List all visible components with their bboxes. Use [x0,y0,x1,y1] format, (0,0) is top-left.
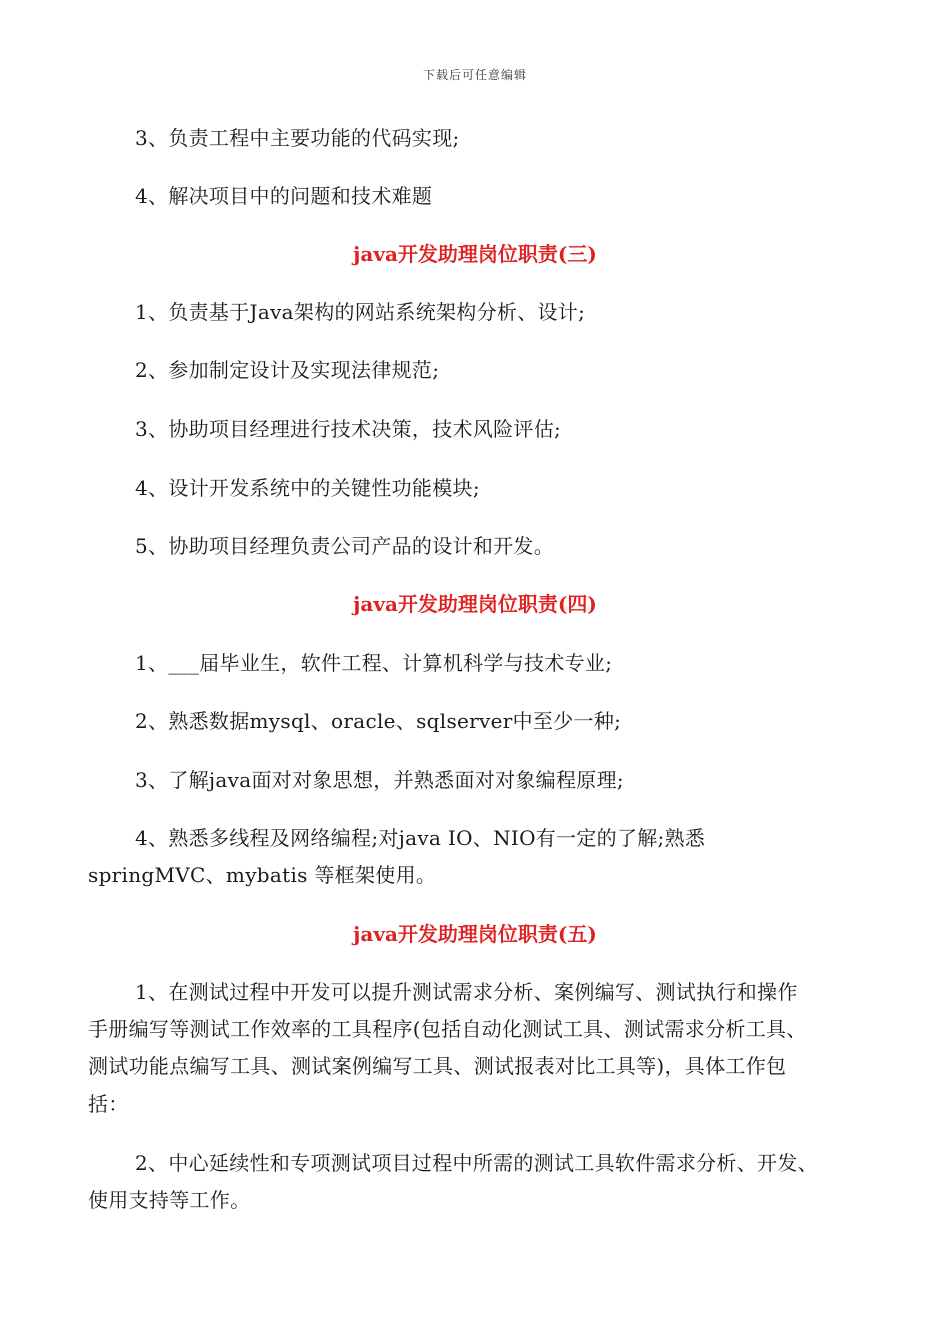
paragraph-line: 手册编写等测试工作效率的工具程序(包括自动化测试工具、测试需求分析工具、 [88,1017,807,1041]
paragraph-line: 测试功能点编写工具、测试案例编写工具、测试报表对比工具等)，具体工作包 [88,1054,787,1078]
section-heading: java开发助理岗位职责(四) [353,592,597,616]
list-item: 4、解决项目中的问题和技术难题 [135,184,433,208]
list-item: 4、熟悉多线程及网络编程;对java IO、NIO有一定的了解;熟悉 [135,826,706,850]
list-item: 2、熟悉数据mysql、oracle、sqlserver中至少一种; [135,709,622,733]
list-item: 3、了解java面对对象思想，并熟悉面对对象编程原理; [135,768,624,792]
paragraph-line: 使用支持等工作。 [88,1188,251,1212]
list-item: 1、___届毕业生，软件工程、计算机科学与技术专业; [135,651,613,675]
list-item: 1、负责基于Java架构的网站系统架构分析、设计; [135,300,586,324]
page-header: 下载后可任意编辑 [422,68,527,82]
list-item: 4、设计开发系统中的关键性功能模块; [135,476,480,500]
paragraph-line: 括： [88,1092,129,1116]
section-heading: java开发助理岗位职责(三) [353,242,597,266]
paragraph-line: 2、中心延续性和专项测试项目过程中所需的测试工具软件需求分析、开发、 [135,1151,818,1175]
list-item: 3、负责工程中主要功能的代码实现; [135,126,460,150]
list-item-continuation: springMVC、mybatis 等框架使用。 [88,863,437,887]
list-item: 3、协助项目经理进行技术决策，技术风险评估; [135,417,562,441]
list-item: 5、协助项目经理负责公司产品的设计和开发。 [135,534,555,558]
paragraph-line: 1、在测试过程中开发可以提升测试需求分析、案例编写、测试执行和操作 [135,980,798,1004]
section-heading: java开发助理岗位职责(五) [353,922,597,946]
list-item: 2、参加制定设计及实现法律规范; [135,358,440,382]
